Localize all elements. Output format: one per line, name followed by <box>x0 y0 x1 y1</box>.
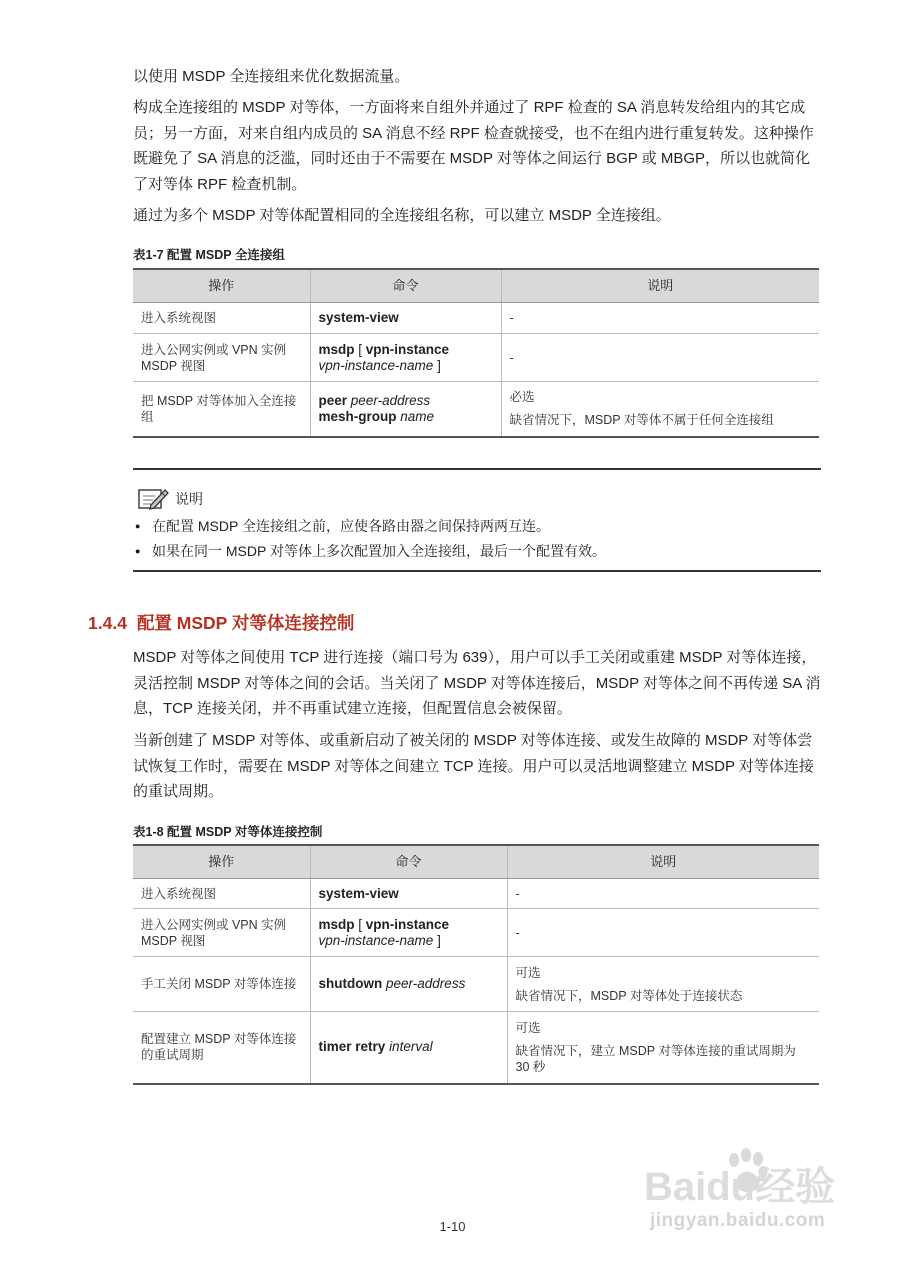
note-list <box>133 514 606 564</box>
note-item: ● 如果在同一 MSDP 对等体上多次配置加入全连接组，最后一个配置有效。 <box>133 539 606 564</box>
command-cell <box>310 303 501 334</box>
description-default: 缺省情况下，MSDP 对等体不属于任何全连接组 <box>509 413 774 428</box>
operation-cell: 把 MSDP 对等体加入全连接组 <box>133 382 310 437</box>
description-default: 缺省情况下，MSDP 对等体处于连接状态 <box>515 988 743 1003</box>
command-cell: msdp [ vpn-instance vpn-instance-name ] <box>310 334 501 382</box>
command-keyword: msdp <box>318 341 355 357</box>
intro-line: 以使用 MSDP 全连接组来优化数据流量。 <box>133 68 410 85</box>
command-keyword: system-view <box>318 885 399 901</box>
command-parameter: peer-address <box>386 976 466 991</box>
note-box <box>133 468 821 572</box>
command-bracket: ] <box>437 357 441 373</box>
command-parameter: vpn-instance-name <box>318 932 434 948</box>
section-paragraph-1: MSDP 对等体之间使用 TCP 进行连接（端口号为 639），用户可以手工关闭或重建 MSDP 对等体连接，灵活控制 MSDP 对等体之间的会话。当关闭了 MSDP 对等体连接后，MSDP 对等体之间不再传递 SA 消息，TCP 连接关闭，并不再重试建立连接，但配置信息会被保留。 <box>133 649 821 718</box>
page-number: 1-10 <box>439 1219 466 1234</box>
description-cell <box>507 957 819 1012</box>
command-bracket: ] <box>437 932 441 948</box>
description-requirement: 必选 <box>509 390 535 405</box>
operation-cell: 进入公网实例或 VPN 实例 MSDP 视图 <box>133 909 310 957</box>
command-keyword: mesh-group <box>318 408 397 424</box>
command-keyword: vpn-instance <box>365 341 450 357</box>
note-title <box>137 486 203 512</box>
section-paragraph-2: 当新创建了 MSDP 对等体、或重新启动了被关闭的 MSDP 对等体连接、或发生故障的 MSDP 对等体尝试恢复工作时，需要在 MSDP 对等体之间建立 TCP 连接。用户可以灵活地调整建立 MSDP 对等体连接的重试周期。 <box>133 732 814 801</box>
operation-cell: 进入公网实例或 VPN 实例 MSDP 视图 <box>133 334 310 382</box>
command-keyword: peer <box>318 392 348 408</box>
command-parameter: vpn-instance-name <box>318 357 434 373</box>
operation-cell: 进入系统视图 <box>133 879 310 909</box>
table-row <box>133 957 819 1012</box>
operation-cell: 配置建立 MSDP 对等体连接的重试周期 <box>133 1012 310 1084</box>
watermark-url: jingyan.baidu.com <box>650 1210 826 1231</box>
table1-caption: 表1-7 配置 MSDP 全连接组 <box>133 248 285 262</box>
command-keyword: msdp <box>318 916 355 932</box>
command-parameter: peer-address <box>350 392 431 408</box>
intro-paragraph-2: 通过为多个 MSDP 对等体配置相同的全连接组名称，可以建立 MSDP 全连接组。 <box>133 207 671 224</box>
note-title-text: 说明 <box>175 491 203 507</box>
watermark-brand: Baidu经验 <box>644 1165 836 1209</box>
header-description: 说明 <box>507 845 819 879</box>
note-item: ● 在配置 MSDP 全连接组之前，应使各路由器之间保持两两互连。 <box>133 514 606 539</box>
table-row <box>133 303 819 334</box>
table-connection-control <box>133 844 819 1085</box>
description-cell: - <box>501 303 819 334</box>
command-keyword: timer retry <box>318 1039 386 1055</box>
description-requirement: 可选 <box>515 1020 541 1035</box>
description-default: 缺省情况下，建立 MSDP 对等体连接的重试周期为 30 秒 <box>515 1043 796 1074</box>
description-requirement: 可选 <box>515 965 541 980</box>
command-parameter: interval <box>389 1039 433 1055</box>
description-cell: - <box>507 879 819 909</box>
command-cell <box>310 957 507 1012</box>
header-command: 命令 <box>310 269 501 303</box>
note-pencil-icon <box>137 486 169 512</box>
header-command: 命令 <box>310 845 507 879</box>
section-number: 1.4.4 <box>88 613 127 633</box>
table-header-row <box>133 845 819 879</box>
table2-caption: 表1-8 配置 MSDP 对等体连接控制 <box>133 825 323 839</box>
command-cell <box>310 382 501 437</box>
operation-cell: 进入系统视图 <box>133 303 310 334</box>
table-header-row <box>133 269 819 303</box>
command-cell <box>310 1012 507 1084</box>
table-row <box>133 909 819 957</box>
section-heading <box>88 610 354 635</box>
table-mesh-group <box>133 268 819 438</box>
operation-cell: 手工关闭 MSDP 对等体连接 <box>133 957 310 1012</box>
command-keyword: vpn-instance <box>365 916 450 932</box>
command-keyword: system-view <box>318 310 399 325</box>
description-cell: - <box>501 334 819 382</box>
command-cell <box>310 879 507 909</box>
table-row <box>133 879 819 909</box>
table-row <box>133 382 819 437</box>
baidu-jingyan-watermark <box>642 1146 862 1210</box>
table-row <box>133 334 819 382</box>
command-cell: msdp [ vpn-instance vpn-instance-name ] <box>310 909 507 957</box>
header-operation: 操作 <box>133 845 310 879</box>
table-row <box>133 1012 819 1084</box>
description-cell <box>501 382 819 437</box>
command-parameter: name <box>400 408 435 424</box>
header-description: 说明 <box>501 269 819 303</box>
header-operation: 操作 <box>133 269 310 303</box>
description-cell: - <box>507 909 819 957</box>
intro-paragraph-1: 构成全连接组的 MSDP 对等体，一方面将来自组外并通过了 RPF 检查的 SA 消息转发给组内的其它成员；另一方面，对来自组内成员的 SA 消息不经 RPF 检查就接受，也不在组内进行重复转发。这种操作既避免了 SA 消息的泛滥，同时还由于不需要在 MSDP 对等体之间运行 BGP 或 MBGP，所以也就简化了对等体 RPF 检查机制。 <box>133 99 814 193</box>
section-title: 配置 MSDP 对等体连接控制 <box>136 613 355 633</box>
command-keyword: shutdown <box>318 976 383 991</box>
description-cell <box>507 1012 819 1084</box>
